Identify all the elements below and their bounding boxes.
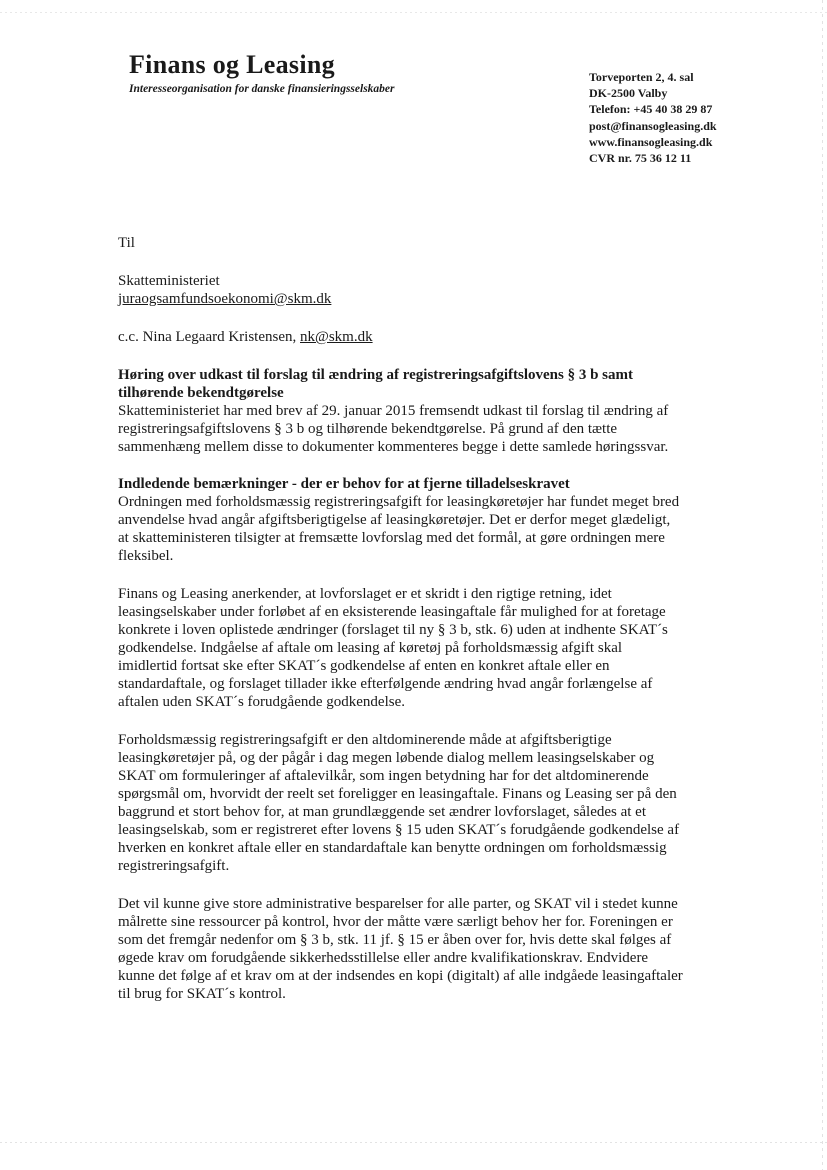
cvr-number: CVR nr. 75 36 12 11 — [589, 151, 692, 166]
organization-tagline: Interesseorganisation for danske finansieringsselskaber — [129, 83, 395, 95]
cc-email-link[interactable]: nk@skm.dk — [300, 329, 373, 345]
paragraph-line: aftalen uden SKAT´s forudgående godkendelse. — [118, 694, 405, 710]
paragraph-line: fleksibel. — [118, 548, 174, 564]
paragraph-line: leasingkøretøjer på, og der pågår i dag megen løbende dialog mellem leasingselskaber og — [118, 750, 655, 766]
cc-text: c.c. Nina Legaard Kristensen, — [118, 329, 301, 345]
paragraph-line: spørgsmål om, hvorvidt der reelt set foreligger en leasingaftale. Finans og Leasing ser på den — [118, 786, 677, 802]
scan-edge-right — [822, 0, 823, 1170]
paragraph-line: leasingselskaber under forløbet af en eksisterende leasingaftale får mulighed for at foretage — [118, 604, 666, 620]
paragraph-line: hverken en konkret aftale eller en standardaftale kan benytte ordningen om forholdsmæssig — [118, 840, 667, 856]
scan-edge-top — [0, 12, 827, 13]
intro-line: sammenhæng mellem disse to dokumenter kommenteres begge i dette samlede høringssvar. — [118, 439, 669, 455]
paragraph-line: leasingselskab, som er registreret efter lovens § 15 uden SKAT´s forudgående godkendelse af — [118, 822, 680, 838]
intro-line: Skatteministeriet har med brev af 29. januar 2015 fremsendt udkast til forslag til ændring af — [118, 403, 669, 419]
paragraph-line: målrette sine ressourcer på kontrol, hvor der måtte være særligt behov her for. Foreningen er — [118, 914, 673, 930]
paragraph-line: Ordningen med forholdsmæssig registreringsafgift for leasingkøretøjer har fundet meget bred — [118, 494, 680, 510]
paragraph-line: at skatteministeren tilsigter at fremsætte lovforslag med det formål, at gøre ordningen mere — [118, 530, 665, 546]
subject-heading-line: tilhørende bekendtgørelse — [118, 385, 284, 401]
recipient-name: Skatteministeriet — [118, 273, 220, 289]
paragraph-line: SKAT om formuleringer af aftalevilkår, som ingen betydning har for det altdominerende — [118, 768, 649, 784]
paragraph-line: konkrete i loven oplistede ændringer (forslaget til ny § 3 b, stk. 6) uden at indhente SKAT´s — [118, 622, 668, 638]
contact-block — [589, 69, 717, 166]
to-label: Til — [118, 235, 135, 251]
website: www.finansogleasing.dk — [589, 134, 713, 149]
intro-line: registreringsafgiftslovens § 3 b og tilhørende bekendtgørelse. På grund af den tætte — [118, 421, 618, 437]
contact-email: post@finansogleasing.dk — [589, 118, 717, 133]
scan-edge-bottom — [0, 1142, 827, 1143]
paragraph-line: godkendelse. Indgåelse af aftale om leasing af køretøj på forholdsmæssig afgift skal — [118, 640, 623, 656]
paragraph-line: Finans og Leasing anerkender, at lovforslaget er et skridt i den rigtige retning, idet — [118, 586, 612, 602]
paragraph-line: kunne det følge af et krav om at der indsendes en kopi (digitalt) af alle indgåede leasingaftaler — [118, 968, 683, 984]
section-heading: Indledende bemærkninger - der er behov for at fjerne tilladelseskravet — [118, 476, 570, 492]
address-street: Torveporten 2, 4. sal — [589, 70, 694, 84]
paragraph-line: anvendelse hvad angår afgiftsberigtigelse af leasingkøretøjer. Det er derfor meget glædeligt, — [118, 512, 671, 528]
address-city: DK-2500 Valby — [589, 86, 668, 101]
recipient-email-link[interactable]: juraogsamfundsoekonomi@skm.dk — [118, 291, 332, 307]
subject-heading-line: Høring over udkast til forslag til ændring af registreringsafgiftslovens § 3 b samt — [118, 367, 633, 383]
paragraph-line: baggrund et stort behov for, at man grundlæggende set ændrer lovforslaget, således at et — [118, 804, 647, 820]
paragraph-line: som det fremgår nedenfor om § 3 b, stk. 11 jf. § 15 er åben over for, hvis dette skal følges af — [118, 932, 672, 948]
organization-name: Finans og Leasing — [129, 50, 335, 79]
cc-line — [118, 328, 373, 346]
paragraph-line: øgede krav om forudgående sikkerhedsstillelse eller andre kvalifikationskrav. Endvidere — [118, 950, 649, 966]
paragraph-line: til brug for SKAT´s kontrol. — [118, 986, 286, 1002]
paragraph-line: Forholdsmæssig registreringsafgift er den altdominerende måde at afgiftsberigtige — [118, 732, 612, 748]
paragraph-line: standardaftale, og forslaget tillader ikke efterfølgende ændring hvad angår forlængelse af — [118, 676, 653, 692]
phone-number: Telefon: +45 40 38 29 87 — [589, 102, 713, 117]
paragraph-line: imidlertid fortsat ske efter SKAT´s godkendelse af enten en konkret aftale eller en — [118, 658, 610, 674]
paragraph-line: Det vil kunne give store administrative besparelser for alle parter, og SKAT vil i stedet kunne — [118, 896, 678, 912]
paragraph-line: registreringsafgift. — [118, 858, 230, 874]
